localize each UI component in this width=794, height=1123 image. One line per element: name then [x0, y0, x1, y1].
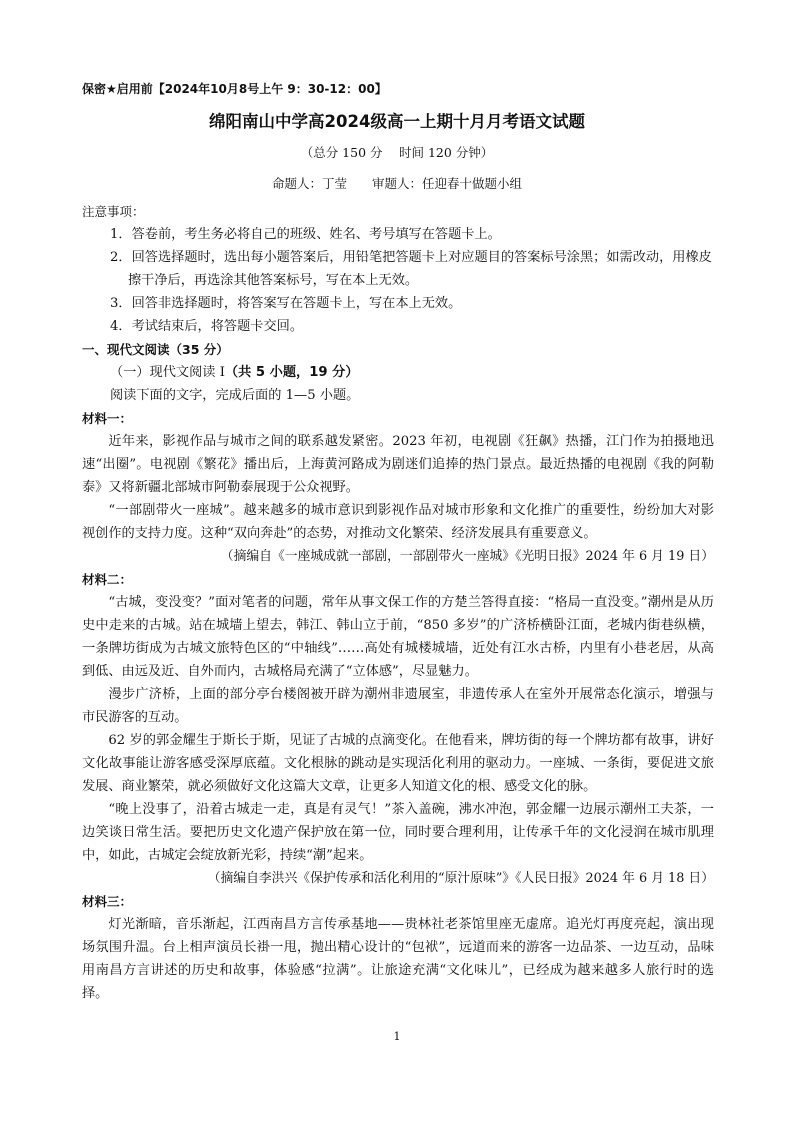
material-paragraph: 62 岁的郭金耀生于斯长于斯，见证了古城的点滴变化。在他看来，牌坊街的每一个牌坊都有故事，讲好文化故事能让游客感受深厚底蕴。文化根脉的跳动是实现活化利用的驱动力。一座城、一条街，要促进文旅发展、商业繁荣，就必须做好文化这篇大文章，让更多人知道文化的根、感受文化的脉。 [82, 733, 714, 794]
subsection-score: （共 5 小题，19 分） [224, 365, 359, 380]
material-paragraph: “古城，变没变？”面对笔者的问题，常年从事文保工作的方楚兰答得直接：“格局一直没变。”潮州是从历史中走来的古城。站在城墙上望去，韩江、韩山立于前，“850 多岁”的广济桥横卧江面，老城内街巷纵横，一条牌坊街成为古城文旅特色区的“中轴线”……高处有城楼城墙，近处有江水古桥，内里有小巷老居，从高到低、由远及近、自外而内，古城格局充满了“立体感”，尽显魅力。 [82, 595, 714, 679]
material-source: （摘编自《一座城成就一部剧，一部剧带火一座城》《光明日报》2024 年 6 月 19 日） [220, 549, 714, 564]
notice-item-continued: 擦干净后，再选涂其他答案标号，写在本上无效。 [128, 273, 419, 288]
material-paragraph: “晚上没事了，沿着古城走一走，真是有灵气！”茶入盖碗，沸水冲泡，郭金耀一边展示潮州工夫茶，一边笑谈日常生活。要把历史文化遗产保护放在第一位，同时要合理利用，让传承千年的文化浸润在城市肌理中，如此，古城定会绽放新光彩，持续“潮”起来。 [82, 802, 714, 863]
exam-content [82, 200, 714, 1005]
page-title: 绵阳南山中学高2024级高一上期十月月考语文试题 [209, 112, 585, 131]
page-number: 1 [393, 1030, 401, 1043]
reading-instruction: 阅读下面的文字，完成后面的 1—5 小题。 [110, 388, 360, 403]
material-source: （摘编自李洪兴《保护传承和活化利用的“原汁原味”》《人民日报》2024 年 6 月 18 日） [207, 871, 714, 886]
material-heading: 材料二： [82, 572, 133, 587]
notice-item: 4．考试结束后，将答题卡交回。 [110, 319, 304, 334]
exam-info: （总分 150 分 时间 120 分钟） [300, 145, 494, 160]
material-paragraph: 近年来，影视作品与城市之间的联系越发紧密。2023 年初，电视剧《狂飙》热播，江门作为拍摄地迅速“出圈”。电视剧《繁花》播出后，上海黄河路成为剧迷们追捧的热门景点。最近热播的电视剧《我的阿勒泰》又将新疆北部城市阿勒泰展现于公众视野。 [82, 434, 714, 495]
material-paragraph: 灯光渐暗，音乐渐起，江西南昌方言传承基地——贵林社老茶馆里座无虚席。追光灯再度亮起，演出现场氛围升温。台上相声演员长褂一甩，抛出精心设计的“包袱”，远道而来的游客一边品茶、一边互动，品味用南昌方言讲述的历史和故事，体验感“拉满”。让旅途充满“文化味儿”，已经成为越来越多人旅行时的选择。 [82, 917, 714, 1001]
material-paragraph: “一部剧带火一座城”。越来越多的城市意识到影视作品对城市形象和文化推广的重要性，纷纷加大对影视创作的支持力度。这种“双向奔赴”的态势，对推动文化繁荣、经济发展具有重要意义。 [82, 503, 714, 541]
material-heading: 材料三： [82, 894, 133, 909]
notice-heading: 注意事项： [82, 204, 145, 219]
confidential-notice: 保密★启用前【2024年10月8号上午 9：30-12：00】 [82, 82, 387, 96]
subsection-title: （一）现代文阅读 I [110, 365, 225, 380]
notice-item: 3．回答非选择题时，将答案写在答题卡上，写在本上无效。 [110, 296, 462, 311]
material-heading: 材料一： [82, 411, 133, 426]
material-paragraph: 漫步广济桥，上面的部分亭台楼阁被开辟为潮州非遗展室，非遗传承人在室外开展常态化演示，增强与市民游客的互动。 [82, 687, 714, 725]
subsection-heading [82, 361, 714, 384]
notice-item: 1．答卷前，考生务必将自己的班级、姓名、考号填写在答题卡上。 [110, 227, 501, 242]
exam-authors: 命题人：丁莹 审题人：任迎春十做题小组 [271, 176, 522, 191]
notice-item: 2．回答选择题时，选出每小题答案后，用铅笔把答题卡上对应题目的答案标号涂黑；如需改动，用橡皮 [110, 250, 712, 265]
section-heading: 一、现代文阅读（35 分） [82, 342, 229, 357]
